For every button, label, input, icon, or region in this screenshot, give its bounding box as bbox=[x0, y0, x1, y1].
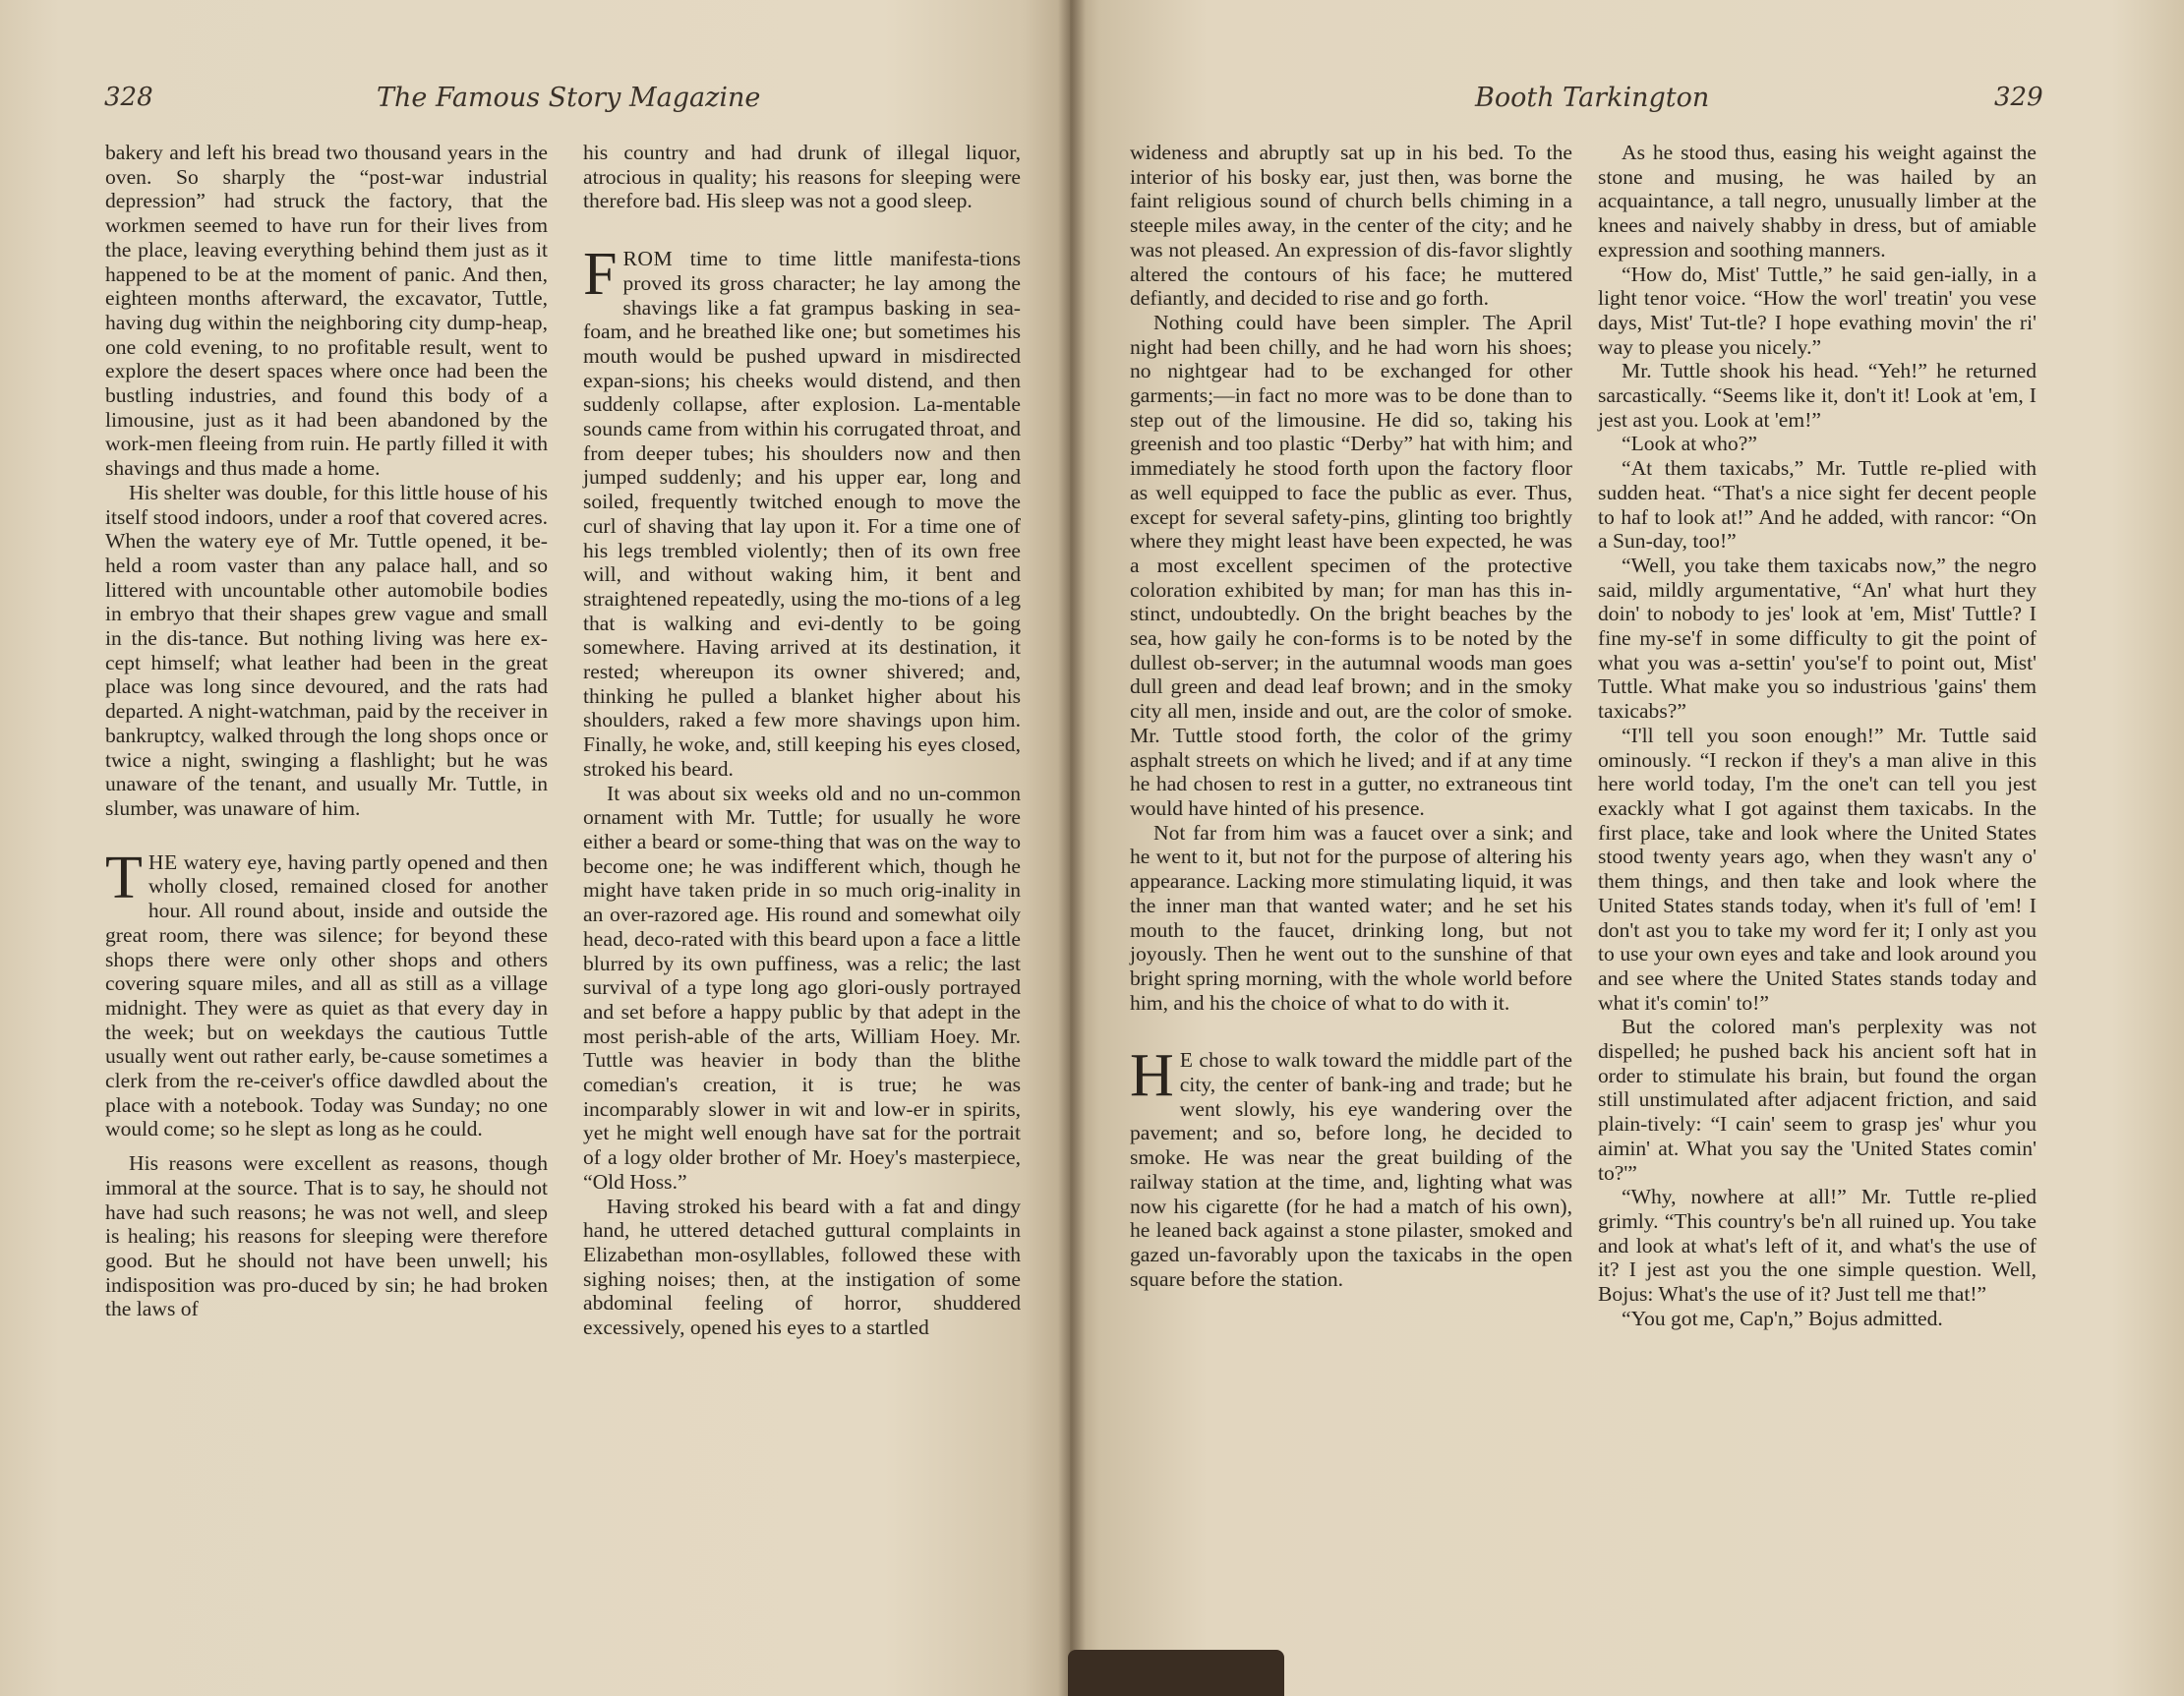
right-page bbox=[1070, 0, 2184, 1696]
drop-cap: T bbox=[105, 844, 143, 911]
paragraph: Not far from him was a faucet over a sink; and he went to it, but not for the purpose of altering his appearance. Lacking more stimulating liquid, it was the inner man that wanted water; and he set his mouth to the faucet, drinking long, but not joyously. Then he went out to the sunshine of that bright spring morning, with the whole world before him, and his the choice of what to do with it. bbox=[1130, 820, 1572, 1015]
section-opening-paragraph bbox=[105, 844, 548, 1141]
paragraph: “At them taxicabs,” Mr. Tuttle re-plied with sudden heat. “That's a nice sight fer decent people to haf to look at!” And he added, with rancor: “On a Sun-day, too!” bbox=[1598, 456, 2036, 554]
column-1 bbox=[105, 141, 548, 1321]
paragraph: As he stood thus, easing his weight against the stone and musing, he was hailed by an acquaintance, a tall negro, unusually limber at the knees and naively shabby in dress, but of amiable expression and soothing manners. bbox=[1598, 141, 2036, 262]
paragraph: Having stroked his beard with a fat and dingy hand, he uttered detached guttural complaints in Elizabethan mon-osyllables, followed these with sighing noises; then, at the instigation of some abdominal feeling of horror, shuddered excessively, opened his eyes to a startled bbox=[583, 1194, 1021, 1340]
section-opening-paragraph bbox=[583, 241, 1021, 781]
running-title-right: Booth Tarkington bbox=[1475, 83, 1710, 113]
paragraph: his country and had drunk of illegal liquor, atrocious in quality; his reasons for sleeping were therefore bad. His sleep was not a good sleep. bbox=[583, 141, 1021, 213]
paragraph: wideness and abruptly sat up in his bed. To the interior of his bosky ear, just then, was borne the faint religious sound of church bells chiming in a steeple miles away, in the center of the city; and he was not pleased. An expression of dis-favor slightly altered the contours of his face; he muttered defiantly, and decided to rise and go forth. bbox=[1130, 141, 1572, 311]
paragraph: It was about six weeks old and no un-common ornament with Mr. Tuttle; for usually he wore either a beard or some-thing that was on the way to become one; he was indifferent which, though he might have taken pride in so much orig-inality in an over-razored age. His round and somewhat oily head, deco-rated with this beard upon a face a little blurred by its own puffiness, was a relic; the last survival of a type long ago glori-ously portrayed and set before a happy public by that adept in the most perish-able of the arts, William Hoey. Mr. Tuttle was heavier in body than the blithe comedian's creation, it is true; he was incomparably slower in wit and low-er in spirits, yet he might well enough have sat for the portrait of a logy older brother of Mr. Hoey's masterpiece, “Old Hoss.” bbox=[583, 781, 1021, 1194]
paragraph: “I'll tell you soon enough!” Mr. Tuttle said ominously. “I reckon if they's a man alive in this here world today, I'm the one't can tell you jest exackly what I got against them taxicabs. In the first place, take and look where the United States stood twenty years ago, when they wasn't any o' them things, and then take and look where the United States stands today, when it's full of 'em! I don't ast you to take my word fer it; I only ast you to use your own eyes and take and look around you and see where the United States stands today and what it's comin' to!” bbox=[1598, 723, 2036, 1015]
paragraph: His reasons were excellent as reasons, though immoral at the source. That is to say, he should not have had such reasons; he was not well, and sleep is healing; his reasons for sleeping were therefore good. But he should not have been unwell; his indisposition was pro-duced by sin; he had broken the laws of bbox=[105, 1151, 548, 1321]
paragraph: “Well, you take them taxicabs now,” the negro said, mildly argumentative, “An' what hurt they doin' to nobody to jes' look at 'em, Mist' Tuttle? I fine my-se'f in some difficulty to git the point of what you was a-settin' you'se'f to point out, Mist' Tuttle. What make you so industrious 'gains' them taxicabs?” bbox=[1598, 553, 2036, 724]
column-2 bbox=[583, 141, 1021, 1340]
section-text: chose to walk toward the middle part of the city, the center of bank-ing and trade; but he went slowly, his eye wandering over the pavement; and so, before long, he decided to smoke. He was near the great building of the railway station at the time, and, lighting what was now his cigarette (for he had a match of his own), he leaned back against a stone pilaster, smoked and gazed un-favorably upon the taxicabs in the open square before the station. bbox=[1130, 1048, 1572, 1291]
section-first-word: E bbox=[1179, 1048, 1194, 1073]
paragraph: Mr. Tuttle shook his head. “Yeh!” he returned sarcastically. “Seems like it, don't it! Look at 'em, I jest ast you. Look at 'em!” bbox=[1598, 359, 2036, 432]
section-first-word: ROM bbox=[622, 247, 674, 271]
drop-cap: H bbox=[1130, 1042, 1174, 1110]
paragraph: But the colored man's perplexity was not dispelled; he pushed back his ancient soft hat in order to stimulate his brain, but found the organ still unstimulated after adjacent friction, and said plain-tively: “I cain' seem to grasp jes' whur you aimin' at. What you say the 'United States comin' to?'” bbox=[1598, 1015, 2036, 1185]
paragraph: Nothing could have been simpler. The April night had been chilly, and he had worn his shoes; no nightgear had to be exchanged for other garments;—in fact no more was to be done than to step out of the limousine. He did so, taking his greenish and too plastic “Derby” hat with him; and immediately he stood forth upon the factory floor as well equipped to face the public as ever. Thus, except for several safety-pins, glinting too brightly where they might least have been expected, he was a most excellent specimen of the protective coloration exhibited by man; for man has this in-stinct, undoubtedly. On the bright beaches by the sea, how gaily he con-forms is to be noted by the dullest ob-server; in the autumnal woods man goes dull green and dead leaf brown; and in the smoky city all men, inside and out, are the color of smoke. Mr. Tuttle stood forth, the color of the grimy asphalt streets on which he lived; and if at any time he had chosen to rest in a gutter, no extraneous tint would have hinted of his presence. bbox=[1130, 310, 1572, 820]
section-text: watery eye, having partly opened and then wholly closed, remained closed for another hour. All round about, inside and outside the great room, there was silence; for beyond these shops there were only other shops and others covering square miles, and all as still as a village midnight. They were as quiet as that every day in the week; but on weekdays the cautious Tuttle usually went out rather early, be-cause sometimes a clerk from the re-ceiver's office dawdled about the place with a notebook. Today was Sunday; no one would come; so he slept as long as he could. bbox=[105, 849, 548, 1141]
paragraph: bakery and left his bread two thousand years in the oven. So sharply the “post-war industrial depression” had struck the factory, that the workmen seemed to have run for their lives from the place, leaving everything behind them just as it happened to be at the moment of panic. And then, eighteen months afterward, the excavator, Tuttle, having dug within the neighboring city dump-heap, one cold evening, to no profitable result, went to explore the desert spaces where once had been the bustling industries, and found this body of a limousine, just as it had been abandoned by the work-men fleeing from ruin. He partly filled it with shavings and thus made a home. bbox=[105, 141, 548, 481]
section-text: time to time little manifesta-tions proved its gross character; he lay among the shavings like a fat grampus basking in sea-foam, and he breathed like one; but sometimes his mouth would be pushed upward in misdirected expan-sions; his cheeks would distend, and then suddenly collapse, after explosion. La-mentable sounds came from within his corrugated throat, and from deeper tubes; his shoulders now and then jumped suddenly; and his upper ear, long and soiled, frequently twitched enough to move the curl of shaving that lay upon it. For a time one of his legs trembled violently; then of its own free will, and without waking him, it bent and straightened repeatedly, using the mo-tions of a leg that is walking and evi-dently to be going somewhere. Having arrived at its destination, it rested; whereupon its owner shivered; and, thinking he pulled a blanket higher about his shoulders, raked a few more shavings upon him. Finally, he woke, and, still keeping his eyes closed, stroked his beard. bbox=[583, 247, 1021, 781]
paragraph: “You got me, Cap'n,” Bojus admitted. bbox=[1622, 1306, 1943, 1330]
column-3 bbox=[1130, 141, 1572, 1291]
book-gutter bbox=[1058, 0, 1086, 1696]
left-page bbox=[0, 0, 1070, 1696]
section-first-word: HE bbox=[148, 849, 178, 874]
running-title-left: The Famous Story Magazine bbox=[377, 83, 761, 113]
page-number-right: 329 bbox=[1994, 83, 2043, 112]
paragraph: “Why, nowhere at all!” Mr. Tuttle re-plied grimly. “This country's be'n all ruined up. You take and look at what's left of it, and what's the use of it? I jest ast you the one simple question. Well, Bojus: What's the use of it? Just tell me that!” bbox=[1598, 1185, 2036, 1307]
column-4 bbox=[1598, 141, 2036, 1330]
section-opening-paragraph bbox=[1130, 1042, 1572, 1291]
page-number-left: 328 bbox=[104, 83, 153, 112]
binding-edge bbox=[1068, 1650, 1284, 1696]
paragraph: His shelter was double, for this little house of his itself stood indoors, under a roof that covered acres. When the watery eye of Mr. Tuttle opened, it be-held a room vaster than any palace hall, and so littered with uncountable other automobile bodies in embryo that their shapes grew vague and small in the dis-tance. But nothing living was here ex-cept himself; what leather had been in the great place was long since devoured, and the rats had departed. A night-watchman, paid by the receiver in bankruptcy, walked through the long shops once or twice a night, swinging a flashlight; but he was unaware of the tenant, and usually Mr. Tuttle, in slumber, was unaware of him. bbox=[105, 480, 548, 820]
drop-cap: F bbox=[583, 241, 618, 309]
paragraph: “How do, Mist' Tuttle,” he said gen-ially, in a light tenor voice. “How the worl' treatin' you vese days, Mist' Tut-tle? I hope evathing movin' the ri' way to please you nicely.” bbox=[1598, 262, 2036, 359]
paragraph: “Look at who?” bbox=[1622, 432, 1757, 456]
